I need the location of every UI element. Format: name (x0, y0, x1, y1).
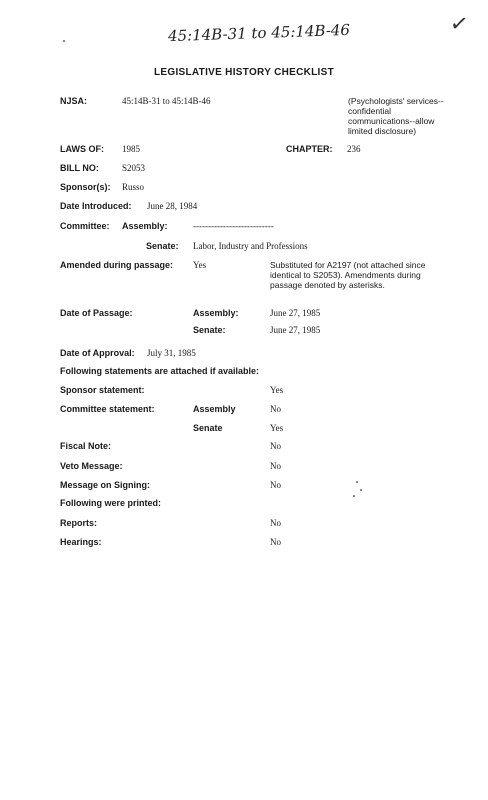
committee-senate-value: Labor, Industry and Professions (193, 241, 308, 251)
committee-label: Committee: (60, 221, 110, 231)
scan-speck (353, 495, 355, 497)
date-of-approval-value: July 31, 1985 (147, 348, 196, 358)
passage-assembly-label: Assembly: (193, 308, 239, 318)
amended-value: Yes (193, 260, 207, 270)
message-on-signing-label: Message on Signing: (60, 480, 151, 490)
sponsor-statement-value: Yes (270, 385, 284, 395)
committee-statement-assembly-label: Assembly (193, 404, 236, 414)
date-of-approval-label: Date of Approval: (60, 348, 135, 358)
passage-assembly-value: June 27, 1985 (270, 308, 321, 318)
amended-note: Substituted for A2197 (not attached since identical to S2053). Amendments during passage denoted by asterisks. (270, 260, 426, 290)
laws-of-label: LAWS OF: (60, 144, 104, 154)
hearings-value: No (270, 537, 281, 547)
njsa-value: 45:14B-31 to 45:14B-46 (122, 96, 211, 106)
page-title: LEGISLATIVE HISTORY CHECKLIST (153, 67, 334, 78)
fiscal-note-value: No (270, 441, 281, 451)
fiscal-note-label: Fiscal Note: (60, 441, 112, 451)
chapter-value: 236 (347, 144, 361, 154)
veto-message-value: No (270, 461, 281, 471)
committee-assembly-value: --------------------------- (193, 221, 274, 231)
committee-assembly-label: Assembly: (122, 221, 168, 231)
committee-statement-senate-value: Yes (270, 423, 284, 433)
passage-senate-label: Senate: (193, 325, 226, 335)
following-attached-heading: Following statements are attached if available: (60, 366, 260, 376)
passage-senate-value: June 27, 1985 (270, 325, 321, 335)
scan-speck (356, 481, 358, 483)
following-printed-heading: Following were printed: (60, 498, 161, 508)
scan-speck (360, 489, 362, 491)
sponsor-statement-label: Sponsor statement: (60, 385, 145, 395)
hearings-label: Hearings: (60, 537, 102, 547)
sponsor-value: Russo (122, 182, 145, 192)
reports-value: No (270, 518, 281, 528)
committee-statement-label: Committee statement: (60, 404, 155, 414)
message-on-signing-value: No (270, 480, 281, 490)
reports-label: Reports: (60, 518, 98, 528)
veto-message-label: Veto Message: (60, 461, 123, 471)
bill-no-value: S2053 (122, 163, 146, 173)
scan-speck (63, 40, 65, 42)
laws-of-value: 1985 (122, 144, 140, 154)
checkmark-icon: ✓ (448, 10, 471, 39)
committee-statement-assembly-value: No (270, 404, 281, 414)
committee-senate-label: Senate: (146, 241, 179, 251)
date-of-passage-label: Date of Passage: (60, 308, 133, 318)
date-introduced-value: June 28, 1984 (147, 201, 198, 211)
bill-no-label: BILL NO: (60, 163, 99, 173)
njsa-note: (Psychologists' services--confidential communications--allow limited disclosure) (348, 96, 444, 136)
amended-label: Amended during passage: (60, 260, 174, 270)
chapter-label: CHAPTER: (286, 144, 333, 154)
sponsor-label: Sponsor(s): (60, 182, 111, 192)
date-introduced-label: Date Introduced: (60, 201, 132, 211)
njsa-label: NJSA: (60, 96, 88, 106)
handwritten-header: 45:14B-31 to 45:14B-46 (167, 20, 351, 46)
committee-statement-senate-label: Senate (193, 423, 223, 433)
